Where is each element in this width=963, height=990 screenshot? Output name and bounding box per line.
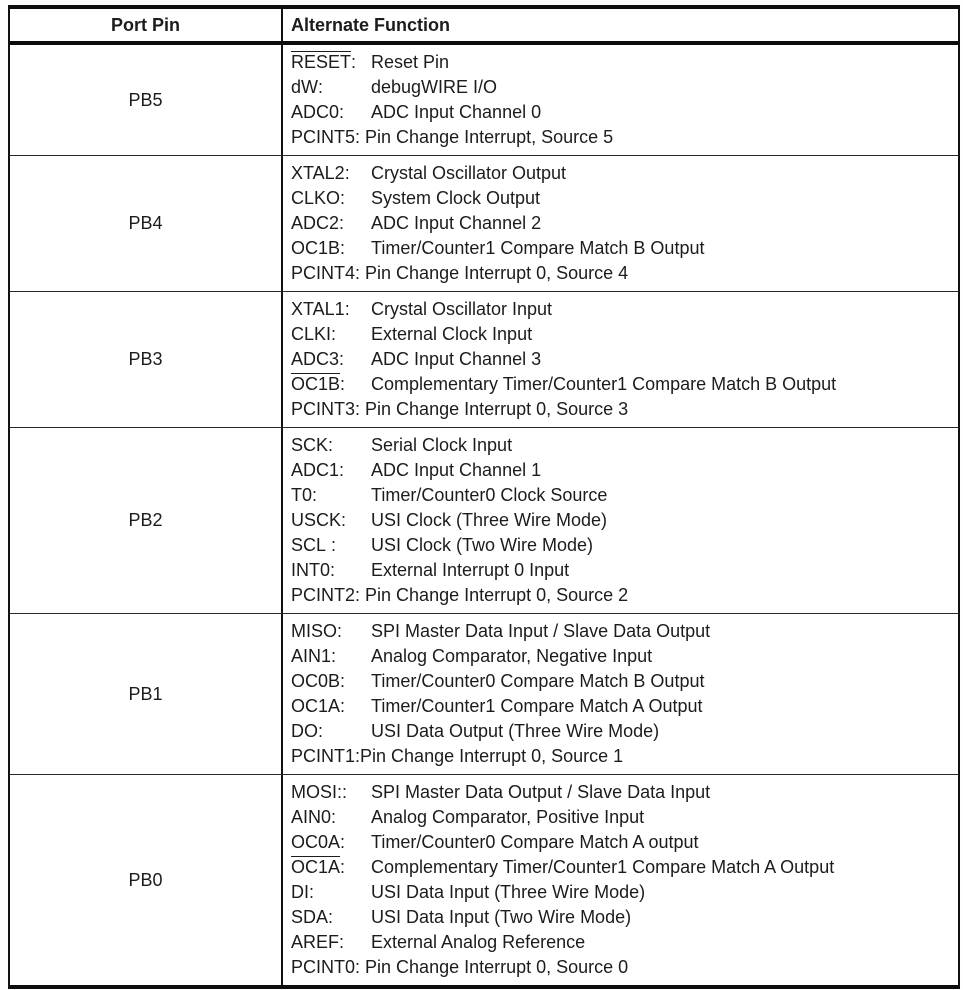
signal-separator: :: [340, 374, 346, 394]
function-desc: Timer/Counter0 Compare Match A output: [371, 832, 699, 852]
signal-label-wrap: [291, 236, 371, 261]
signal-label: PCINT3: [291, 399, 356, 419]
function-desc: ADC Input Channel 1: [371, 460, 542, 480]
function-desc: ADC Input Channel 0: [371, 102, 542, 122]
signal-label: SCK: [291, 435, 329, 455]
function-line: [291, 583, 950, 608]
signal-separator: :: [331, 807, 337, 827]
signal-label-wrap: [291, 669, 371, 694]
signal-label-wrap: [291, 780, 371, 805]
function-line: [291, 619, 950, 644]
signal-label-wrap: [291, 322, 371, 347]
function-line: [291, 905, 950, 930]
signal-separator: :: [351, 52, 357, 72]
signal-label-wrap: [291, 297, 371, 322]
function-line: [291, 694, 950, 719]
function-line: [291, 830, 950, 855]
function-line: [291, 261, 950, 286]
function-line: [291, 719, 950, 744]
signal-separator: :: [340, 832, 346, 852]
function-desc: Pin Change Interrupt 0, Source 2: [365, 585, 629, 605]
signal-separator: :: [309, 882, 315, 902]
signal-separator: :: [355, 746, 361, 766]
signal-label: ADC3: [291, 349, 340, 369]
function-line: [291, 880, 950, 905]
function-desc: SPI Master Data Output / Slave Data Input: [371, 782, 711, 802]
port-pin-table: [8, 5, 960, 989]
signal-label-wrap: [291, 719, 371, 744]
signal-label: CLKI: [291, 324, 332, 344]
signal-label-wrap: [291, 558, 371, 583]
function-desc: Pin Change Interrupt 0, Source 4: [365, 263, 629, 283]
signal-separator: :: [340, 696, 346, 716]
function-desc: Pin Change Interrupt, Source 5: [365, 127, 614, 147]
function-line: [291, 458, 950, 483]
function-line: [291, 533, 950, 558]
function-line: [291, 236, 950, 261]
function-desc: USI Data Output (Three Wire Mode): [371, 721, 660, 741]
function-desc: USI Clock (Three Wire Mode): [371, 510, 608, 530]
signal-label-wrap: [291, 433, 371, 458]
signal-label: SCL: [291, 535, 327, 555]
signal-separator: :: [339, 213, 345, 233]
signal-label: INT0: [291, 560, 331, 580]
function-desc: ADC Input Channel 3: [371, 349, 542, 369]
signal-label-wrap: [291, 125, 360, 150]
function-line: [291, 50, 950, 75]
function-desc: Crystal Oscillator Input: [371, 299, 553, 319]
signal-label-wrap: [291, 347, 371, 372]
signal-label-wrap: [291, 75, 371, 100]
table-row: [10, 428, 958, 614]
signal-label-wrap: [291, 619, 371, 644]
signal-label: PCINT4: [291, 263, 356, 283]
signal-separator: :: [318, 77, 324, 97]
signal-separator: :: [339, 932, 345, 952]
signal-label-wrap: [291, 830, 371, 855]
function-desc: Pin Change Interrupt 0, Source 0: [365, 957, 629, 977]
function-line: [291, 780, 950, 805]
signal-separator: :: [328, 435, 334, 455]
pin-label: PB0: [128, 869, 163, 890]
function-desc: Pin Change Interrupt 0, Source 1: [360, 746, 624, 766]
signal-label-wrap: [291, 583, 360, 608]
function-cell: [283, 45, 958, 155]
function-line: [291, 211, 950, 236]
function-desc: Complementary Timer/Counter1 Compare Match B Output: [371, 374, 837, 394]
function-line: [291, 644, 950, 669]
function-desc: USI Data Input (Two Wire Mode): [371, 907, 632, 927]
function-line: [291, 433, 950, 458]
signal-label: RESET: [291, 50, 351, 75]
function-desc: Analog Comparator, Negative Input: [371, 646, 653, 666]
signal-separator: :: [331, 324, 337, 344]
pin-cell: [10, 428, 283, 613]
function-desc: Complementary Timer/Counter1 Compare Match A Output: [371, 857, 835, 877]
signal-label-wrap: [291, 805, 371, 830]
table-body: [10, 45, 958, 985]
function-line: [291, 930, 950, 955]
function-cell: [283, 428, 958, 613]
function-line: [291, 100, 950, 125]
function-desc: debugWIRE I/O: [371, 77, 498, 97]
signal-label: OC1B: [291, 238, 341, 258]
function-desc: ADC Input Channel 2: [371, 213, 542, 233]
function-cell: [283, 614, 958, 774]
signal-label: USCK: [291, 510, 342, 530]
signal-label: OC0A: [291, 832, 341, 852]
function-desc: Timer/Counter0 Compare Match B Output: [371, 671, 705, 691]
function-line: [291, 372, 950, 397]
header-port-pin: Port Pin: [10, 9, 283, 41]
signal-label: DO: [291, 721, 318, 741]
function-desc: External Clock Input: [371, 324, 533, 344]
signal-label: AIN0: [291, 807, 332, 827]
table-row: [10, 614, 958, 775]
function-cell: [283, 775, 958, 985]
signal-label: ADC2: [291, 213, 340, 233]
signal-label: DI: [291, 882, 309, 902]
table-row: [10, 292, 958, 428]
signal-label: AREF: [291, 932, 340, 952]
function-desc: Serial Clock Input: [371, 435, 513, 455]
function-desc: External Interrupt 0 Input: [371, 560, 570, 580]
signal-label-wrap: [291, 905, 371, 930]
signal-label-wrap: [291, 161, 371, 186]
signal-label-wrap: [291, 458, 371, 483]
signal-separator: :: [328, 907, 334, 927]
signal-separator: :: [330, 560, 336, 580]
function-line: [291, 186, 950, 211]
signal-separator: :: [355, 585, 361, 605]
pin-label: PB4: [128, 213, 163, 233]
function-line: [291, 855, 950, 880]
function-line: [291, 955, 950, 980]
pin-cell: [10, 775, 283, 985]
table-row: [10, 45, 958, 156]
signal-label-wrap: [291, 211, 371, 236]
signal-label: CLKO: [291, 188, 341, 208]
function-desc: USI Data Input (Three Wire Mode): [371, 882, 646, 902]
signal-separator: :: [344, 299, 350, 319]
signal-label-wrap: [291, 955, 360, 980]
signal-label-wrap: [291, 397, 360, 422]
signal-label-wrap: [291, 508, 371, 533]
function-line: [291, 483, 950, 508]
signal-label-wrap: [291, 50, 371, 75]
signal-separator: :: [339, 460, 345, 480]
signal-label: OC0B: [291, 671, 341, 691]
function-desc: Timer/Counter1 Compare Match B Output: [371, 238, 705, 258]
signal-separator: :: [340, 188, 346, 208]
pin-cell: [10, 45, 283, 155]
header-alternate-function: Alternate Function: [291, 15, 451, 35]
signal-separator: :: [355, 263, 361, 283]
signal-separator: :: [339, 102, 345, 122]
signal-label-wrap: [291, 744, 360, 769]
table-row: [10, 156, 958, 292]
signal-separator: :: [340, 857, 346, 877]
signal-label-wrap: [291, 100, 371, 125]
signal-separator: :: [339, 349, 345, 369]
signal-separator: :: [341, 510, 347, 530]
table-header: [10, 9, 958, 45]
signal-label: PCINT2: [291, 585, 356, 605]
signal-label-wrap: [291, 880, 371, 905]
signal-label-wrap: [291, 930, 371, 955]
pin-cell: [10, 292, 283, 427]
function-line: [291, 322, 950, 347]
signal-label: SDA: [291, 907, 329, 927]
pin-label: PB5: [128, 89, 163, 110]
signal-label: AIN1: [291, 646, 332, 666]
function-desc: Analog Comparator, Positive Input: [371, 807, 645, 827]
function-desc: Timer/Counter0 Clock Source: [371, 485, 608, 505]
signal-label-wrap: [291, 644, 371, 669]
function-desc: USI Clock (Two Wire Mode): [371, 535, 594, 555]
pin-label: PB2: [128, 510, 163, 530]
signal-label: ADC0: [291, 102, 340, 122]
function-line: [291, 397, 950, 422]
signal-label-wrap: [291, 694, 371, 719]
pin-label: PB3: [128, 349, 163, 369]
function-desc: Timer/Counter1 Compare Match A Output: [371, 696, 703, 716]
function-cell: [283, 292, 958, 427]
signal-label-wrap: [291, 372, 371, 397]
function-desc: Crystal Oscillator Output: [371, 163, 567, 183]
signal-separator: :: [340, 238, 346, 258]
signal-label-wrap: [291, 483, 371, 508]
function-desc: External Analog Reference: [371, 932, 586, 952]
function-line: [291, 558, 950, 583]
signal-label-wrap: [291, 261, 360, 286]
function-cell: [283, 156, 958, 291]
signal-separator: :: [331, 646, 337, 666]
signal-label: OC1A: [291, 696, 341, 716]
function-line: [291, 669, 950, 694]
function-line: [291, 805, 950, 830]
pin-label: PB1: [128, 683, 163, 704]
signal-separator: :: [355, 957, 361, 977]
function-desc: Pin Change Interrupt 0, Source 3: [365, 399, 629, 419]
signal-label-wrap: [291, 533, 371, 558]
signal-label: ADC1: [291, 460, 340, 480]
signal-label: PCINT5: [291, 127, 356, 147]
signal-label: MOSI: [291, 782, 338, 802]
signal-label: PCINT0: [291, 957, 356, 977]
signal-separator: ::: [337, 782, 348, 802]
signal-label: T0: [291, 485, 313, 505]
signal-separator: :: [344, 163, 350, 183]
signal-separator: :: [337, 621, 343, 641]
function-line: [291, 744, 950, 769]
signal-separator: :: [326, 535, 337, 555]
pin-cell: [10, 614, 283, 774]
signal-separator: :: [312, 485, 318, 505]
signal-label: MISO: [291, 621, 338, 641]
function-line: [291, 508, 950, 533]
function-line: [291, 125, 950, 150]
function-desc: Reset Pin: [371, 52, 450, 72]
signal-label: OC1B: [291, 372, 340, 397]
signal-separator: :: [355, 127, 361, 147]
signal-separator: :: [340, 671, 346, 691]
function-desc: SPI Master Data Input / Slave Data Output: [371, 621, 711, 641]
signal-separator: :: [318, 721, 324, 741]
signal-separator: :: [355, 399, 361, 419]
signal-label: XTAL2: [291, 163, 345, 183]
signal-label: OC1A: [291, 855, 340, 880]
function-line: [291, 347, 950, 372]
signal-label-wrap: [291, 186, 371, 211]
signal-label: dW: [291, 77, 318, 97]
pin-cell: [10, 156, 283, 291]
table-row: [10, 775, 958, 985]
function-line: [291, 297, 950, 322]
function-line: [291, 161, 950, 186]
function-desc: System Clock Output: [371, 188, 541, 208]
function-line: [291, 75, 950, 100]
signal-label: XTAL1: [291, 299, 345, 319]
signal-label: PCINT1: [291, 746, 356, 766]
signal-label-wrap: [291, 855, 371, 880]
